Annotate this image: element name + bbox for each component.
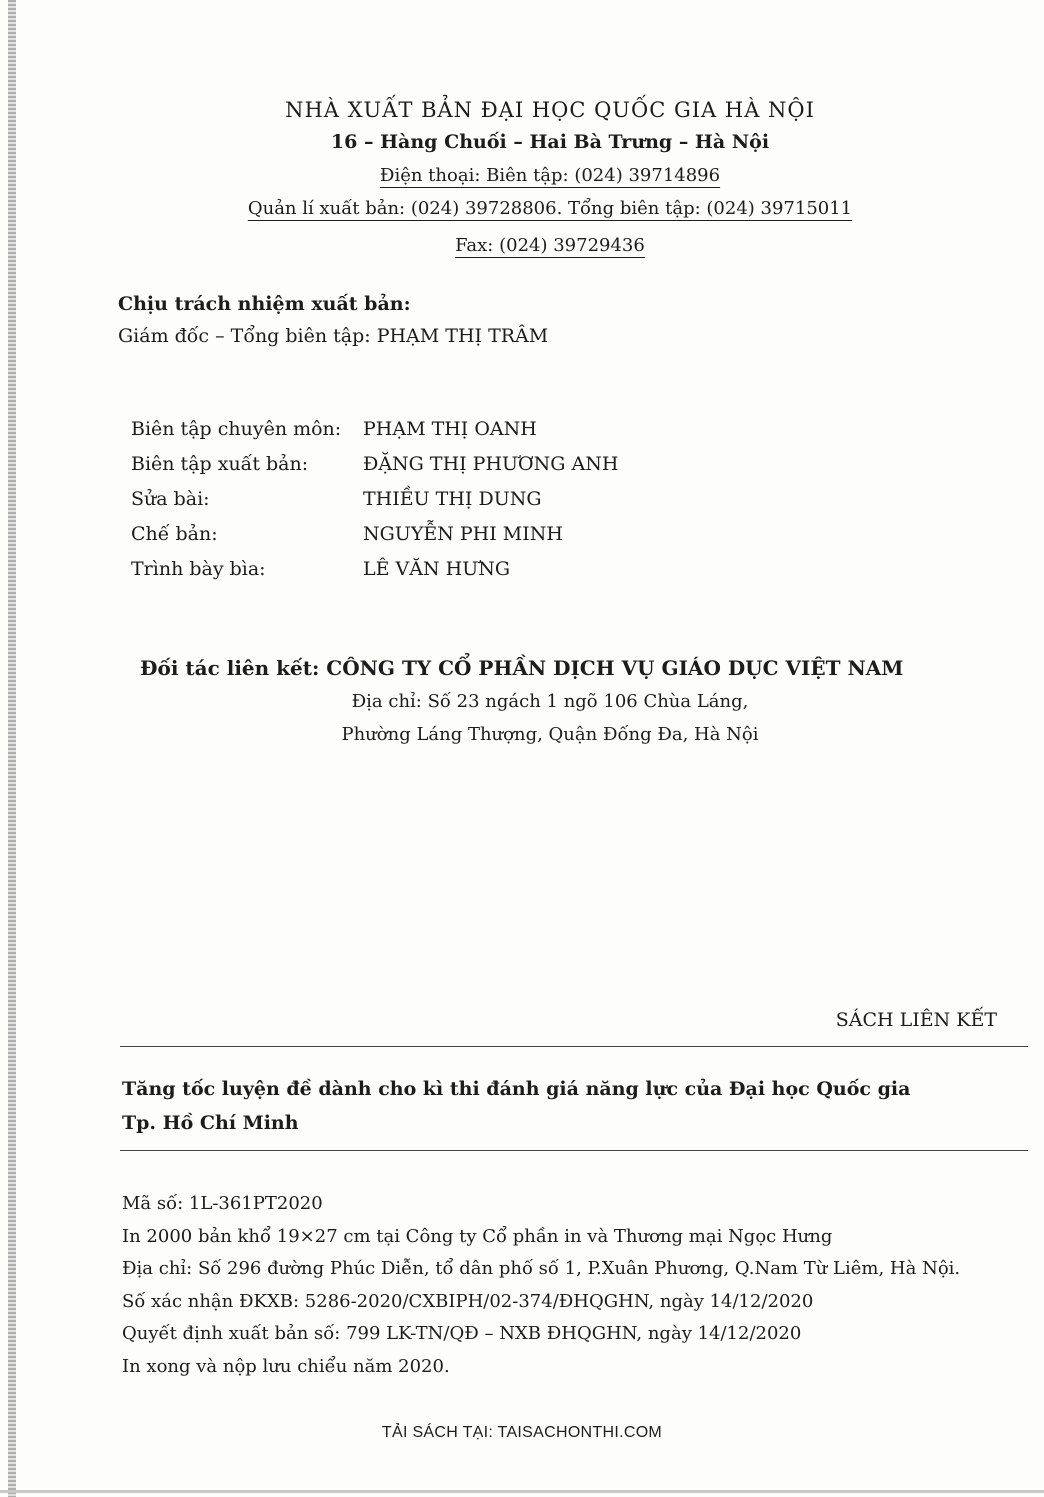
credit-person: PHẠM THỊ OANH [363, 418, 537, 440]
credit-person: NGUYỄN PHI MINH [363, 523, 563, 545]
credit-role: Biên tập chuyên môn: [131, 418, 342, 440]
imprint-deposit: In xong và nộp lưu chiểu năm 2020. [122, 1355, 450, 1377]
credit-role: Chế bản: [131, 523, 218, 545]
book-title-line2: Tp. Hồ Chí Minh [122, 1112, 299, 1134]
credit-person: THIỀU THỊ DUNG [363, 488, 542, 510]
credit-row [131, 488, 618, 523]
divider [120, 1046, 1028, 1047]
partner-label: Đối tác liên kết: CÔNG TY CỔ PHẦN DỊCH VỤ GIÁO DỤC VIỆT NAM [140, 656, 904, 680]
credit-row [131, 418, 618, 453]
scan-bottom-edge [0, 1490, 1044, 1493]
credit-row [131, 453, 618, 488]
credit-role: Sửa bài: [131, 488, 210, 510]
publisher-phone-management: Quản lí xuất bản: (024) 39728806. Tổng biên tập: (024) 39715011 [247, 198, 853, 219]
scan-binding-edge [8, 0, 16, 1497]
publisher-address: 16 – Hàng Chuối – Hai Bà Trưng – Hà Nội [330, 131, 770, 153]
imprint-print-run: In 2000 bản khổ 19×27 cm tại Công ty Cổ phần in và Thương mại Ngọc Hưng [122, 1225, 833, 1247]
responsibility-director: Giám đốc – Tổng biên tập: PHẠM THỊ TRÂM [118, 325, 549, 347]
partner-address-line2: Phường Láng Thượng, Quận Đống Đa, Hà Nội [341, 724, 759, 745]
download-link[interactable]: TẢI SÁCH TẠI: TAISACHONTHI.COM [381, 1424, 663, 1441]
imprint-block [122, 1188, 992, 1383]
imprint-printer-address: Địa chỉ: Số 296 đường Phúc Diễn, tổ dân phố số 1, P.Xuân Phương, Q.Nam Từ Liêm, Hà Nội. [122, 1258, 961, 1279]
credit-person: ĐẶNG THỊ PHƯƠNG ANH [363, 453, 619, 475]
imprint-registration: Số xác nhận ĐKXB: 5286-2020/CXBIPH/02-374/ĐHQGHN, ngày 14/12/2020 [122, 1290, 814, 1312]
credits-list [131, 418, 618, 593]
credit-row [131, 558, 618, 593]
responsibility-heading: Chịu trách nhiệm xuất bản: [118, 293, 411, 315]
divider [120, 1150, 1028, 1151]
credit-role: Biên tập xuất bản: [131, 453, 309, 475]
book-title-line1: Tăng tốc luyện đề dành cho kì thi đánh giá năng lực của Đại học Quốc gia [122, 1078, 911, 1100]
credit-person: LÊ VĂN HƯNG [363, 558, 511, 580]
publisher-phone-editing: Điện thoại: Biên tập: (024) 39714896 [379, 165, 721, 186]
publisher-fax: Fax: (024) 39729436 [455, 235, 645, 256]
imprint-code: Mã số: 1L-361PT2020 [122, 1193, 323, 1214]
partner-address-line1: Địa chỉ: Số 23 ngách 1 ngõ 106 Chùa Láng, [351, 691, 749, 712]
publisher-name: NHÀ XUẤT BẢN ĐẠI HỌC QUỐC GIA HÀ NỘI [285, 98, 815, 122]
credit-row [131, 523, 618, 558]
imprint-decision: Quyết định xuất bản số: 799 LK-TN/QĐ – NXB ĐHQGHN, ngày 14/12/2020 [122, 1323, 802, 1344]
book-type: SÁCH LIÊN KẾT [835, 1009, 997, 1031]
credit-role: Trình bày bìa: [131, 558, 266, 580]
